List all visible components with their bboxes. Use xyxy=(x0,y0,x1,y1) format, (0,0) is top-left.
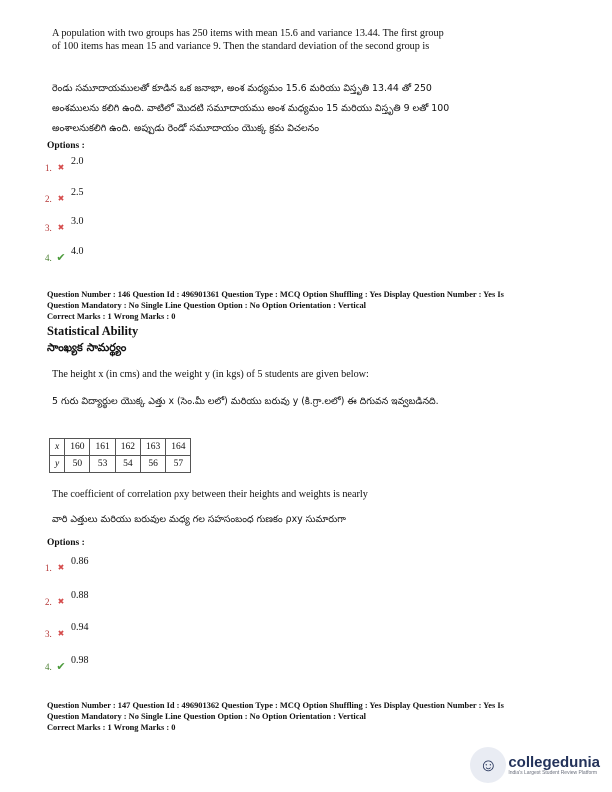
question-meta xyxy=(47,700,567,733)
option-4-correct[interactable] xyxy=(45,246,84,264)
section-title-telugu: సాంఖ్యక సామర్థ్యం xyxy=(47,341,127,354)
option-number: 2. xyxy=(45,193,52,204)
meta-line: Question Mandatory : No Single Line Question Option : No Option Orientation : Vertical xyxy=(47,712,366,721)
cross-icon: ✖ xyxy=(57,597,65,606)
table-cell: 56 xyxy=(140,456,165,473)
table-cell: 57 xyxy=(166,456,191,473)
table-cell: 54 xyxy=(115,456,140,473)
option-number: 3. xyxy=(45,628,52,639)
table-cell: 160 xyxy=(65,439,90,456)
check-icon: ✔ xyxy=(56,661,66,673)
question-text-english-2: The coefficient of correlation ρxy between their heights and weights is nearly xyxy=(52,489,368,500)
option-3[interactable] xyxy=(45,216,84,233)
meta-line: Question Mandatory : No Single Line Question Option : No Option Orientation : Vertical xyxy=(47,301,366,310)
meta-line: Question Number : 146 Question Id : 496901361 Question Type : MCQ Option Shuffling : Yes Display Question Number : Yes Is xyxy=(47,290,504,299)
table-row xyxy=(50,456,191,473)
option-value: 2.5 xyxy=(71,187,84,198)
cross-icon: ✖ xyxy=(57,194,65,203)
option-value: 0.94 xyxy=(71,622,89,633)
question-text-telugu: 5 గురు విద్యార్థుల యొక్క ఎత్తు x (సెం.మీ లలో) మరియు బరువు y (కి.గ్రా.లలో) ఈ దిగువన ఇవ్వబడినది. xyxy=(52,396,439,407)
option-number: 4. xyxy=(45,661,52,672)
question-text-telugu-2: వారి ఎత్తులు మరియు బరువుల మధ్య గల సహసంబంధ గుణకం ρxy సుమారుగా xyxy=(52,514,346,525)
option-number: 4. xyxy=(45,252,52,263)
option-value: 0.98 xyxy=(71,655,89,666)
cross-icon: ✖ xyxy=(57,163,65,172)
option-value: 2.0 xyxy=(71,156,84,167)
question-text-telugu: రెండు సమూదాయములతో కూడిన ఒక జనాభా, అంశ మధ్యమం 15.6 మరియు విస్తృతి 13.44 తో 250 అంశములను కలిగి ఉంది. వాటిలో మొదటి సమూదాయము అంశ మధ్యమం 15 మరియు విస్తృతి 9 లతో 100 అంశాలనుకలిగి ఉంది. అప్పుడు రెండో సమూదాయం యొక్క క్రమ విచలనం xyxy=(52,83,450,134)
option-value: 0.88 xyxy=(71,590,89,601)
option-value: 3.0 xyxy=(71,216,84,227)
option-2[interactable] xyxy=(45,590,89,607)
option-2[interactable] xyxy=(45,187,84,204)
table-cell: 164 xyxy=(166,439,191,456)
check-icon: ✔ xyxy=(56,252,66,264)
collegedunia-logo[interactable] xyxy=(470,747,600,783)
question-text-english: The height x (in cms) and the weight y (in kgs) of 5 students are given below: xyxy=(52,369,369,380)
logo-tagline: India's Largest Student Review Platform xyxy=(508,770,598,776)
option-number: 3. xyxy=(45,222,52,233)
cross-icon: ✖ xyxy=(57,223,65,232)
cross-icon: ✖ xyxy=(57,629,65,638)
option-value: 0.86 xyxy=(71,556,89,567)
option-number: 1. xyxy=(45,562,52,573)
table-row xyxy=(50,439,191,456)
question-meta xyxy=(47,289,567,322)
option-1[interactable] xyxy=(45,556,89,573)
meta-line: Correct Marks : 1 Wrong Marks : 0 xyxy=(47,723,176,732)
option-value: 4.0 xyxy=(71,246,84,257)
option-4-correct[interactable] xyxy=(45,655,89,673)
logo-name: collegedunia xyxy=(508,754,600,771)
option-3[interactable] xyxy=(45,622,89,639)
options-label: Options : xyxy=(47,538,85,548)
table-cell: 53 xyxy=(90,456,115,473)
options-label: Options : xyxy=(47,141,85,151)
table-cell: 161 xyxy=(90,439,115,456)
cross-icon: ✖ xyxy=(57,563,65,572)
option-1[interactable] xyxy=(45,156,84,173)
table-cell: 50 xyxy=(65,456,90,473)
table-cell: 162 xyxy=(115,439,140,456)
table-cell: 163 xyxy=(140,439,165,456)
meta-line: Question Number : 147 Question Id : 496901362 Question Type : MCQ Option Shuffling : Yes Display Question Number : Yes Is xyxy=(47,701,504,710)
option-number: 2. xyxy=(45,596,52,607)
table-cell: y xyxy=(50,456,65,473)
mascot-icon: ☺ xyxy=(470,747,506,783)
section-title: Statistical Ability xyxy=(47,324,139,338)
question-text-english: A population with two groups has 250 items with mean 15.6 and variance 13.44. The first group of 100 items has mean 15 and variance 9. Then the standard deviation of the second group is xyxy=(52,28,444,52)
table-cell: x xyxy=(50,439,65,456)
meta-line: Correct Marks : 1 Wrong Marks : 0 xyxy=(47,312,176,321)
height-weight-table xyxy=(49,438,191,473)
option-number: 1. xyxy=(45,162,52,173)
